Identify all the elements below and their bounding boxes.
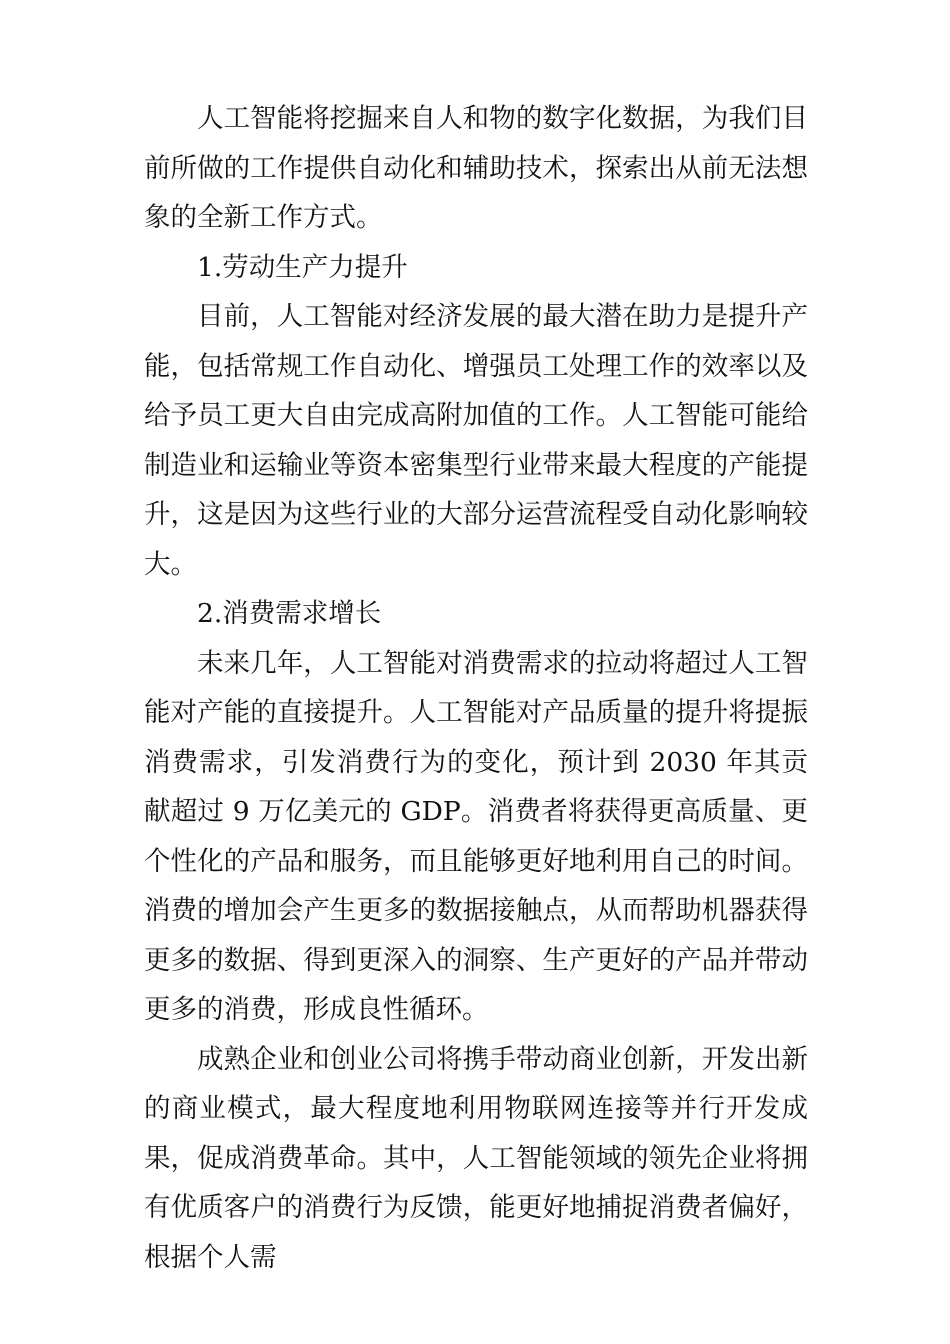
section-heading-consumer-demand: 2.消费需求增长 xyxy=(197,598,382,629)
section-heading-labor-productivity: 1.劳动生产力提升 xyxy=(197,251,408,283)
document-body xyxy=(144,94,808,1282)
paragraph-business-innovation: 成熟企业和创业公司将携手带动商业创新，开发出新的商业模式，最大程度地利用物联网连接等并行开发成果，促成消费革命。其中，人工智能领域的领先企业将拥有优质客户的消费行为反馈，能更好地捕捉消费者偏好，根据个人需 xyxy=(144,1043,808,1273)
paragraph-consumer-demand: 未来几年，人工智能对消费需求的拉动将超过人工智能对产能的直接提升。人工智能对产品质量的提升将提振消费需求，引发消费行为的变化，预计到 2030 年其贡献超过 9 万亿美元的 GDP。消费者将获得更高质量、更个性化的产品和服务，而且能够更好地利用自己的时间。消费的增加会产生更多的数据接触点，从而帮助机器获得更多的数据、得到更深入的洞察、生产更好的产品并带动更多的消费，形成良性循环。 xyxy=(144,647,808,1025)
paragraph-intro: 人工智能将挖掘来自人和物的数字化数据，为我们目前所做的工作提供自动化和辅助技术，探索出从前无法想象的全新工作方式。 xyxy=(144,103,808,233)
paragraph-labor-productivity: 目前，人工智能对经济发展的最大潜在助力是提升产能，包括常规工作自动化、增强员工处理工作的效率以及给予员工更大自由完成高附加值的工作。人工智能可能给制造业和运输业等资本密集型行业带来最大程度的产能提升，这是因为这些行业的大部分运营流程受自动化影响较大。 xyxy=(144,301,808,580)
